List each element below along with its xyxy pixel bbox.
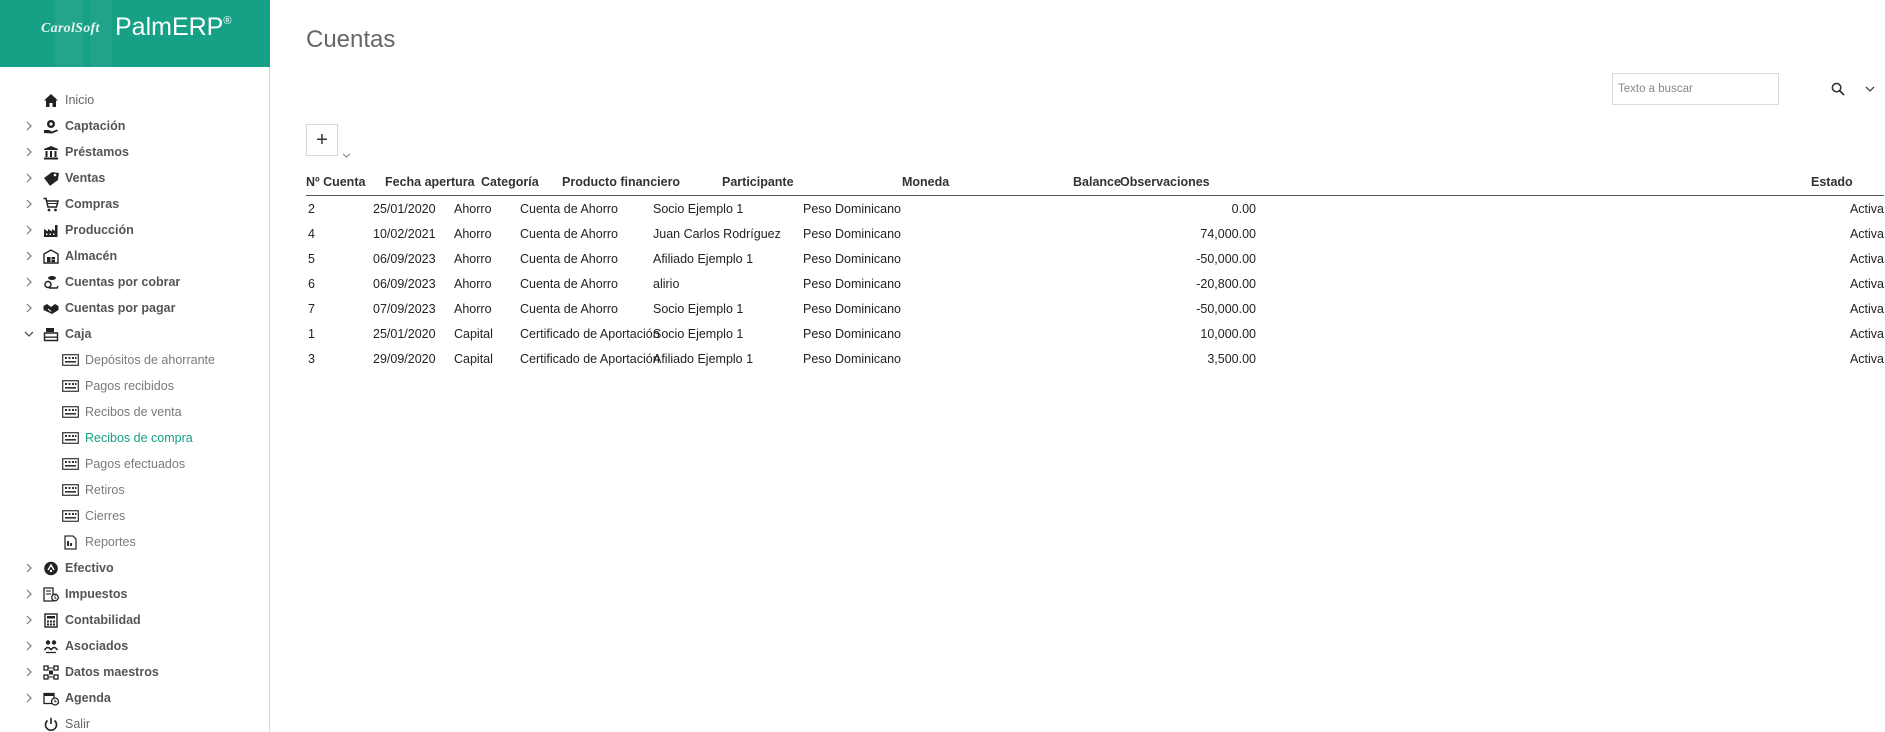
cell-producto: Cuenta de Ahorro <box>520 202 618 216</box>
sidebar-subitem-pagos-recibidos[interactable] <box>0 373 270 399</box>
receipt-icon <box>62 354 79 367</box>
sidebar-subitem-depositos-de-ahorrante[interactable] <box>0 347 270 373</box>
cell-estado: Activa <box>1849 227 1884 241</box>
table-body <box>306 196 1884 371</box>
more-options-button[interactable] <box>1861 80 1879 98</box>
sidebar-item-label: Préstamos <box>65 145 129 159</box>
chevron-right-icon[interactable] <box>23 198 35 210</box>
search-button[interactable] <box>1827 78 1849 100</box>
sidebar-item-label: Salir <box>65 717 91 731</box>
cell-fecha: 10/02/2021 <box>373 227 436 241</box>
handshake-icon <box>42 300 59 317</box>
chevron-right-icon[interactable] <box>23 692 35 704</box>
col-participante[interactable]: Participante <box>722 175 794 189</box>
cell-num: 5 <box>308 252 315 266</box>
calendar-icon <box>42 690 59 707</box>
cell-moneda: Peso Dominicano <box>803 252 901 266</box>
cell-producto: Cuenta de Ahorro <box>520 227 618 241</box>
sidebar-item-label: Captación <box>65 119 126 133</box>
cell-fecha: 06/09/2023 <box>373 277 436 291</box>
sidebar-item-label: Contabilidad <box>65 613 141 627</box>
sidebar-nav <box>0 87 270 732</box>
cell-fecha: 25/01/2020 <box>373 202 436 216</box>
sidebar-item-label: Caja <box>65 327 92 341</box>
cell-categoria: Ahorro <box>454 202 492 216</box>
cell-num: 7 <box>308 302 315 316</box>
cell-fecha: 29/09/2020 <box>373 352 436 366</box>
receipt-icon <box>62 458 79 471</box>
col-balance[interactable]: Balance <box>1073 175 1121 189</box>
cell-num: 3 <box>308 352 315 366</box>
cell-fecha: 25/01/2020 <box>373 327 436 341</box>
sidebar-subitem-recibos-de-venta[interactable] <box>0 399 270 425</box>
cell-num: 2 <box>308 202 315 216</box>
sidebar-item-compras[interactable] <box>0 191 270 217</box>
sidebar-item-label: Inicio <box>65 93 95 107</box>
sidebar-item-label: Ventas <box>65 171 106 185</box>
sidebar-item-label: Cuentas por cobrar <box>65 275 181 289</box>
sidebar-item-salir[interactable] <box>0 711 270 732</box>
col-moneda[interactable]: Moneda <box>902 175 950 189</box>
chevron-right-icon[interactable] <box>23 250 35 262</box>
cell-producto: Certificado de Aportación <box>520 327 660 341</box>
add-button[interactable] <box>306 124 338 156</box>
cell-estado: Activa <box>1849 202 1884 216</box>
col-categoria[interactable]: Categoría <box>481 175 539 189</box>
cell-estado: Activa <box>1849 327 1884 341</box>
sidebar-item-label: Impuestos <box>65 587 128 601</box>
cell-participante: Socio Ejemplo 1 <box>653 202 744 216</box>
chevron-right-icon[interactable] <box>23 640 35 652</box>
cell-moneda: Peso Dominicano <box>803 327 901 341</box>
cell-moneda: Peso Dominicano <box>803 202 901 216</box>
brand-name: PalmERP® <box>115 13 232 41</box>
cart-icon <box>42 196 59 213</box>
sidebar-item-ventas[interactable] <box>0 165 270 191</box>
sidebar-item-label: Producción <box>65 223 134 237</box>
cell-moneda: Peso Dominicano <box>803 302 901 316</box>
cell-num: 4 <box>308 227 315 241</box>
col-estado[interactable]: Estado <box>1811 175 1853 189</box>
sidebar-item-inicio[interactable] <box>0 87 270 113</box>
sidebar-item-caja[interactable] <box>0 321 270 347</box>
cell-participante: Juan Carlos Rodríguez <box>653 227 781 241</box>
tax-doc-icon <box>42 586 59 603</box>
cell-producto: Cuenta de Ahorro <box>520 252 618 266</box>
sidebar-item-label: Efectivo <box>65 561 114 575</box>
receipt-icon <box>62 380 79 393</box>
cell-producto: Cuenta de Ahorro <box>520 277 618 291</box>
cell-moneda: Peso Dominicano <box>803 277 901 291</box>
table-header <box>306 173 1884 196</box>
sidebar-item-almacen[interactable] <box>0 243 270 269</box>
sidebar-item-agenda[interactable] <box>0 685 270 711</box>
coins-icon <box>42 274 59 291</box>
add-options-chevron-icon[interactable] <box>341 151 351 159</box>
sidebar-item-label: Cuentas por pagar <box>65 301 176 315</box>
sidebar-subitem-label: Recibos de venta <box>85 405 182 419</box>
cell-categoria: Ahorro <box>454 302 492 316</box>
cell-participante: Socio Ejemplo 1 <box>653 302 744 316</box>
sidebar-subitem-label: Retiros <box>85 483 125 497</box>
cell-participante: Afiliado Ejemplo 1 <box>653 252 754 266</box>
cell-balance: 74,000.00 <box>1200 227 1256 241</box>
cell-estado: Activa <box>1849 277 1884 291</box>
cell-fecha: 07/09/2023 <box>373 302 436 316</box>
cell-estado: Activa <box>1849 252 1884 266</box>
sidebar-item-label: Almacén <box>65 249 118 263</box>
sidebar-subitem-recibos-de-compra[interactable] <box>0 425 270 451</box>
sidebar-subitem-label: Reportes <box>85 535 136 549</box>
cell-categoria: Capital <box>454 352 493 366</box>
plus-icon: + <box>316 128 328 151</box>
svg-text:$: $ <box>53 594 57 601</box>
sidebar-subitem-label: Recibos de compra <box>85 431 193 445</box>
bank-icon <box>42 144 59 161</box>
cell-producto: Certificado de Aportación <box>520 352 660 366</box>
cell-estado: Activa <box>1849 352 1884 366</box>
cell-balance: 10,000.00 <box>1200 327 1256 341</box>
sidebar-item-label: Compras <box>65 197 120 211</box>
cell-num: 6 <box>308 277 315 291</box>
cell-categoria: Capital <box>454 327 493 341</box>
col-observaciones[interactable]: Observaciones <box>1120 175 1210 189</box>
tag-icon <box>42 170 59 187</box>
col-fecha[interactable]: Fecha apertura <box>385 175 475 189</box>
money-hand-icon <box>42 118 59 135</box>
sidebar-item-cuentas-por-cobrar[interactable] <box>0 269 270 295</box>
sidebar-item-cuentas-por-pagar[interactable] <box>0 295 270 321</box>
cell-categoria: Ahorro <box>454 252 492 266</box>
chevron-right-icon[interactable] <box>23 614 35 626</box>
chevron-down-icon[interactable] <box>23 328 35 340</box>
cash-icon <box>42 560 59 577</box>
table-row[interactable] <box>306 246 1884 271</box>
sidebar <box>0 0 270 732</box>
cell-moneda: Peso Dominicano <box>803 227 901 241</box>
cell-balance: -20,800.00 <box>1196 277 1256 291</box>
cell-balance: -50,000.00 <box>1196 252 1256 266</box>
cell-producto: Cuenta de Ahorro <box>520 302 618 316</box>
sidebar-subitem-label: Cierres <box>85 509 126 523</box>
chevron-right-icon[interactable] <box>23 562 35 574</box>
brand-subtitle: CarolSoft <box>41 21 100 36</box>
sidebar-subitem-cierres[interactable] <box>0 503 270 529</box>
main-content <box>277 0 1885 732</box>
sidebar-subitem-label: Pagos recibidos <box>85 379 174 393</box>
power-icon <box>42 716 59 732</box>
table-row[interactable] <box>306 221 1884 246</box>
sidebar-item-produccion[interactable] <box>0 217 270 243</box>
search-input[interactable] <box>1612 73 1779 105</box>
table-row[interactable] <box>306 346 1884 371</box>
sidebar-item-prestamos[interactable] <box>0 139 270 165</box>
sidebar-subitem-retiros[interactable] <box>0 477 270 503</box>
cell-fecha: 06/09/2023 <box>373 252 436 266</box>
col-producto[interactable]: Producto financiero <box>562 175 681 189</box>
sidebar-item-label: Asociados <box>65 639 129 653</box>
table-row[interactable] <box>306 296 1884 321</box>
table-row[interactable] <box>306 271 1884 296</box>
people-icon <box>42 638 59 655</box>
sidebar-item-efectivo[interactable] <box>0 555 270 581</box>
sidebar-item-datos-maestros[interactable] <box>0 659 270 685</box>
sidebar-item-asociados[interactable] <box>0 633 270 659</box>
cash-register-icon <box>42 326 59 343</box>
report-icon <box>62 536 79 549</box>
cell-participante: alirio <box>653 277 680 291</box>
chevron-down-icon <box>1865 86 1875 92</box>
sidebar-subitem-pagos-efectuados[interactable] <box>0 451 270 477</box>
receipt-icon <box>62 432 79 445</box>
sidebar-item-label: Agenda <box>65 691 111 705</box>
sidebar-subitem-label: Depósitos de ahorrante <box>85 353 215 367</box>
cell-balance: 0.00 <box>1231 202 1256 216</box>
chevron-right-icon[interactable] <box>23 172 35 184</box>
chevron-right-icon[interactable] <box>23 120 35 132</box>
cell-categoria: Ahorro <box>454 277 492 291</box>
cell-participante: Socio Ejemplo 1 <box>653 327 744 341</box>
chevron-right-icon[interactable] <box>23 588 35 600</box>
sidebar-subitem-reportes[interactable] <box>0 529 270 555</box>
sidebar-item-contabilidad[interactable] <box>0 607 270 633</box>
table-row[interactable] <box>306 321 1884 346</box>
chevron-right-icon[interactable] <box>23 224 35 236</box>
calculator-icon <box>42 612 59 629</box>
home-icon <box>42 92 59 109</box>
sidebar-subitem-label: Pagos efectuados <box>85 457 186 471</box>
brand-header <box>0 0 270 67</box>
chevron-right-icon[interactable] <box>23 666 35 678</box>
cell-moneda: Peso Dominicano <box>803 352 901 366</box>
cell-num: 1 <box>308 327 315 341</box>
sidebar-item-label: Datos maestros <box>65 665 159 679</box>
receipt-icon <box>62 484 79 497</box>
receipt-icon <box>62 406 79 419</box>
chevron-right-icon[interactable] <box>23 276 35 288</box>
warehouse-icon <box>42 248 59 265</box>
chevron-right-icon[interactable] <box>23 146 35 158</box>
network-icon <box>42 664 59 681</box>
sidebar-item-captacion[interactable] <box>0 113 270 139</box>
table-row[interactable] <box>306 196 1884 221</box>
receipt-icon <box>62 510 79 523</box>
cell-balance: -50,000.00 <box>1196 302 1256 316</box>
sidebar-item-impuestos[interactable] <box>0 581 270 607</box>
chevron-right-icon[interactable] <box>23 302 35 314</box>
cell-estado: Activa <box>1849 302 1884 316</box>
page-title: Cuentas <box>306 26 396 53</box>
search-icon <box>1831 82 1845 96</box>
cell-participante: Afiliado Ejemplo 1 <box>653 352 754 366</box>
cell-balance: 3,500.00 <box>1207 352 1256 366</box>
col-num[interactable]: Nº Cuenta <box>306 175 366 189</box>
factory-icon <box>42 222 59 239</box>
cell-categoria: Ahorro <box>454 227 492 241</box>
